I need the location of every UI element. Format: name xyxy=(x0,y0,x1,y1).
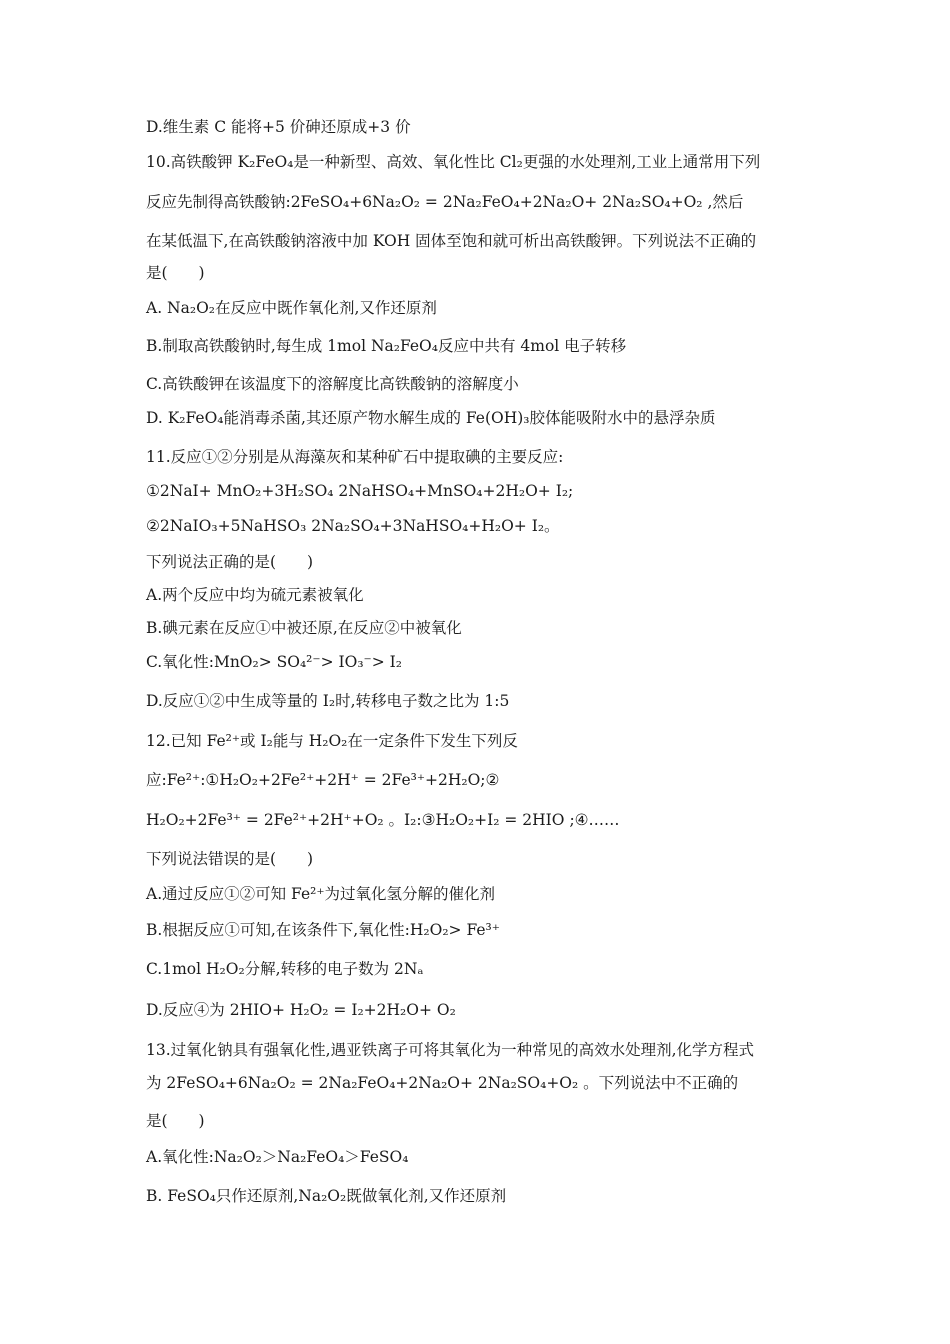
option-d-q9: D.维生素 C 能将+5 价砷还原成+3 价 xyxy=(146,118,411,136)
option-b-q13: B. FeSO₄只作还原剂,Na₂O₂既做氧化剂,又作还原剂 xyxy=(146,1187,507,1205)
option-b-q11: B.碘元素在反应①中被还原,在反应②中被氧化 xyxy=(146,619,462,637)
question-13-line-2: 为 2FeSO₄+6Na₂O₂ = 2Na₂FeO₄+2Na₂O+ 2Na₂SO₄+O₂ 。下列说法中不正确的 xyxy=(146,1074,739,1092)
question-10-line-3: 在某低温下,在高铁酸钠溶液中加 KOH 固体至饱和就可析出高铁酸钾。下列说法不正确的 xyxy=(146,232,757,250)
reaction-2: ②2NaIO₃+5NaHSO₃ 2Na₂SO₄+3NaHSO₄+H₂O+ I₂。 xyxy=(146,517,560,535)
reaction-1: ①2NaI+ MnO₂+3H₂SO₄ 2NaHSO₄+MnSO₄+2H₂O+ I₂; xyxy=(146,482,574,500)
question-11-prompt: 下列说法正确的是( ) xyxy=(146,553,314,571)
option-d-q10: D. K₂FeO₄能消毒杀菌,其还原产物水解生成的 Fe(OH)₃胶体能吸附水中的悬浮杂质 xyxy=(146,409,716,427)
question-12-line-1: 12.已知 Fe²⁺或 I₂能与 H₂O₂在一定条件下发生下列反 xyxy=(146,732,518,750)
option-c-q11: C.氧化性:MnO₂> SO₄²⁻> IO₃⁻> I₂ xyxy=(146,653,402,671)
option-c-q12: C.1mol H₂O₂分解,转移的电子数为 2Nₐ xyxy=(146,960,424,978)
question-13-line-3: 是( ) xyxy=(146,1112,205,1130)
question-10-line-2: 反应先制得高铁酸钠:2FeSO₄+6Na₂O₂ = 2Na₂FeO₄+2Na₂O+ 2Na₂SO₄+O₂ ,然后 xyxy=(146,193,744,211)
option-a-q13: A.氧化性:Na₂O₂＞Na₂FeO₄＞FeSO₄ xyxy=(146,1148,409,1166)
option-c-q10: C.高铁酸钾在该温度下的溶解度比高铁酸钠的溶解度小 xyxy=(146,375,519,393)
question-10-line-1: 10.高铁酸钾 K₂FeO₄是一种新型、高效、氧化性比 Cl₂更强的水处理剂,工业上通常用下列 xyxy=(146,153,761,171)
question-12-line-3: H₂O₂+2Fe³⁺ = 2Fe²⁺+2H⁺+O₂ 。I₂:③H₂O₂+I₂ = 2HIO ;④…… xyxy=(146,811,620,829)
option-b-q10: B.制取高铁酸钠时,每生成 1mol Na₂FeO₄反应中共有 4mol 电子转移 xyxy=(146,337,627,355)
question-11-line-1: 11.反应①②分别是从海藻灰和某种矿石中提取碘的主要反应: xyxy=(146,448,564,466)
option-a-q10: A. Na₂O₂在反应中既作氧化剂,又作还原剂 xyxy=(146,299,437,317)
option-d-q11: D.反应①②中生成等量的 I₂时,转移电子数之比为 1:5 xyxy=(146,692,510,710)
question-10-line-4: 是( ) xyxy=(146,264,205,282)
option-a-q11: A.两个反应中均为硫元素被氧化 xyxy=(146,586,364,604)
question-12-prompt: 下列说法错误的是( ) xyxy=(146,850,314,868)
option-b-q12: B.根据反应①可知,在该条件下,氧化性:H₂O₂> Fe³⁺ xyxy=(146,921,500,939)
question-12-line-2: 应:Fe²⁺:①H₂O₂+2Fe²⁺+2H⁺ = 2Fe³⁺+2H₂O;② xyxy=(146,771,500,789)
question-13-line-1: 13.过氧化钠具有强氧化性,遇亚铁离子可将其氧化为一种常见的高效水处理剂,化学方程式 xyxy=(146,1041,755,1059)
option-a-q12: A.通过反应①②可知 Fe²⁺为过氧化氢分解的催化剂 xyxy=(146,885,496,903)
option-d-q12: D.反应④为 2HIO+ H₂O₂ = I₂+2H₂O+ O₂ xyxy=(146,1001,456,1019)
